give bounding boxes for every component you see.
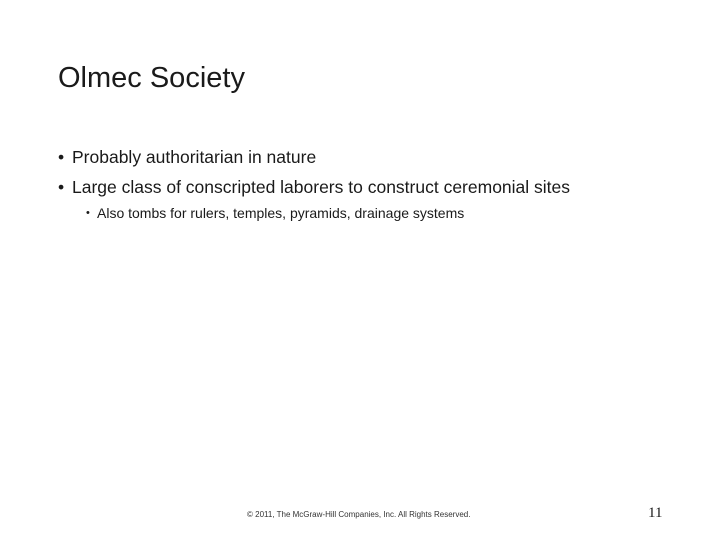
sub-bullet-text: Also tombs for rulers, temples, pyramids, drainage systems (97, 205, 465, 221)
bullet-icon: • (58, 147, 65, 167)
bullet-list (58, 147, 698, 222)
bullet-text: Large class of conscripted laborers to construct ceremonial sites (72, 177, 571, 197)
bullet-icon: • (58, 177, 65, 197)
page-number: 11 (648, 505, 663, 521)
bullet-item (58, 147, 698, 168)
sub-bullet-item (86, 204, 698, 222)
sub-bullet-icon: • (86, 207, 90, 219)
copyright-footer: © 2011, The McGraw-Hill Companies, Inc. All Rights Reserved. (247, 510, 471, 519)
slide-title: Olmec Society (58, 62, 245, 94)
bullet-text: Probably authoritarian in nature (72, 147, 317, 167)
bullet-item (58, 177, 698, 198)
